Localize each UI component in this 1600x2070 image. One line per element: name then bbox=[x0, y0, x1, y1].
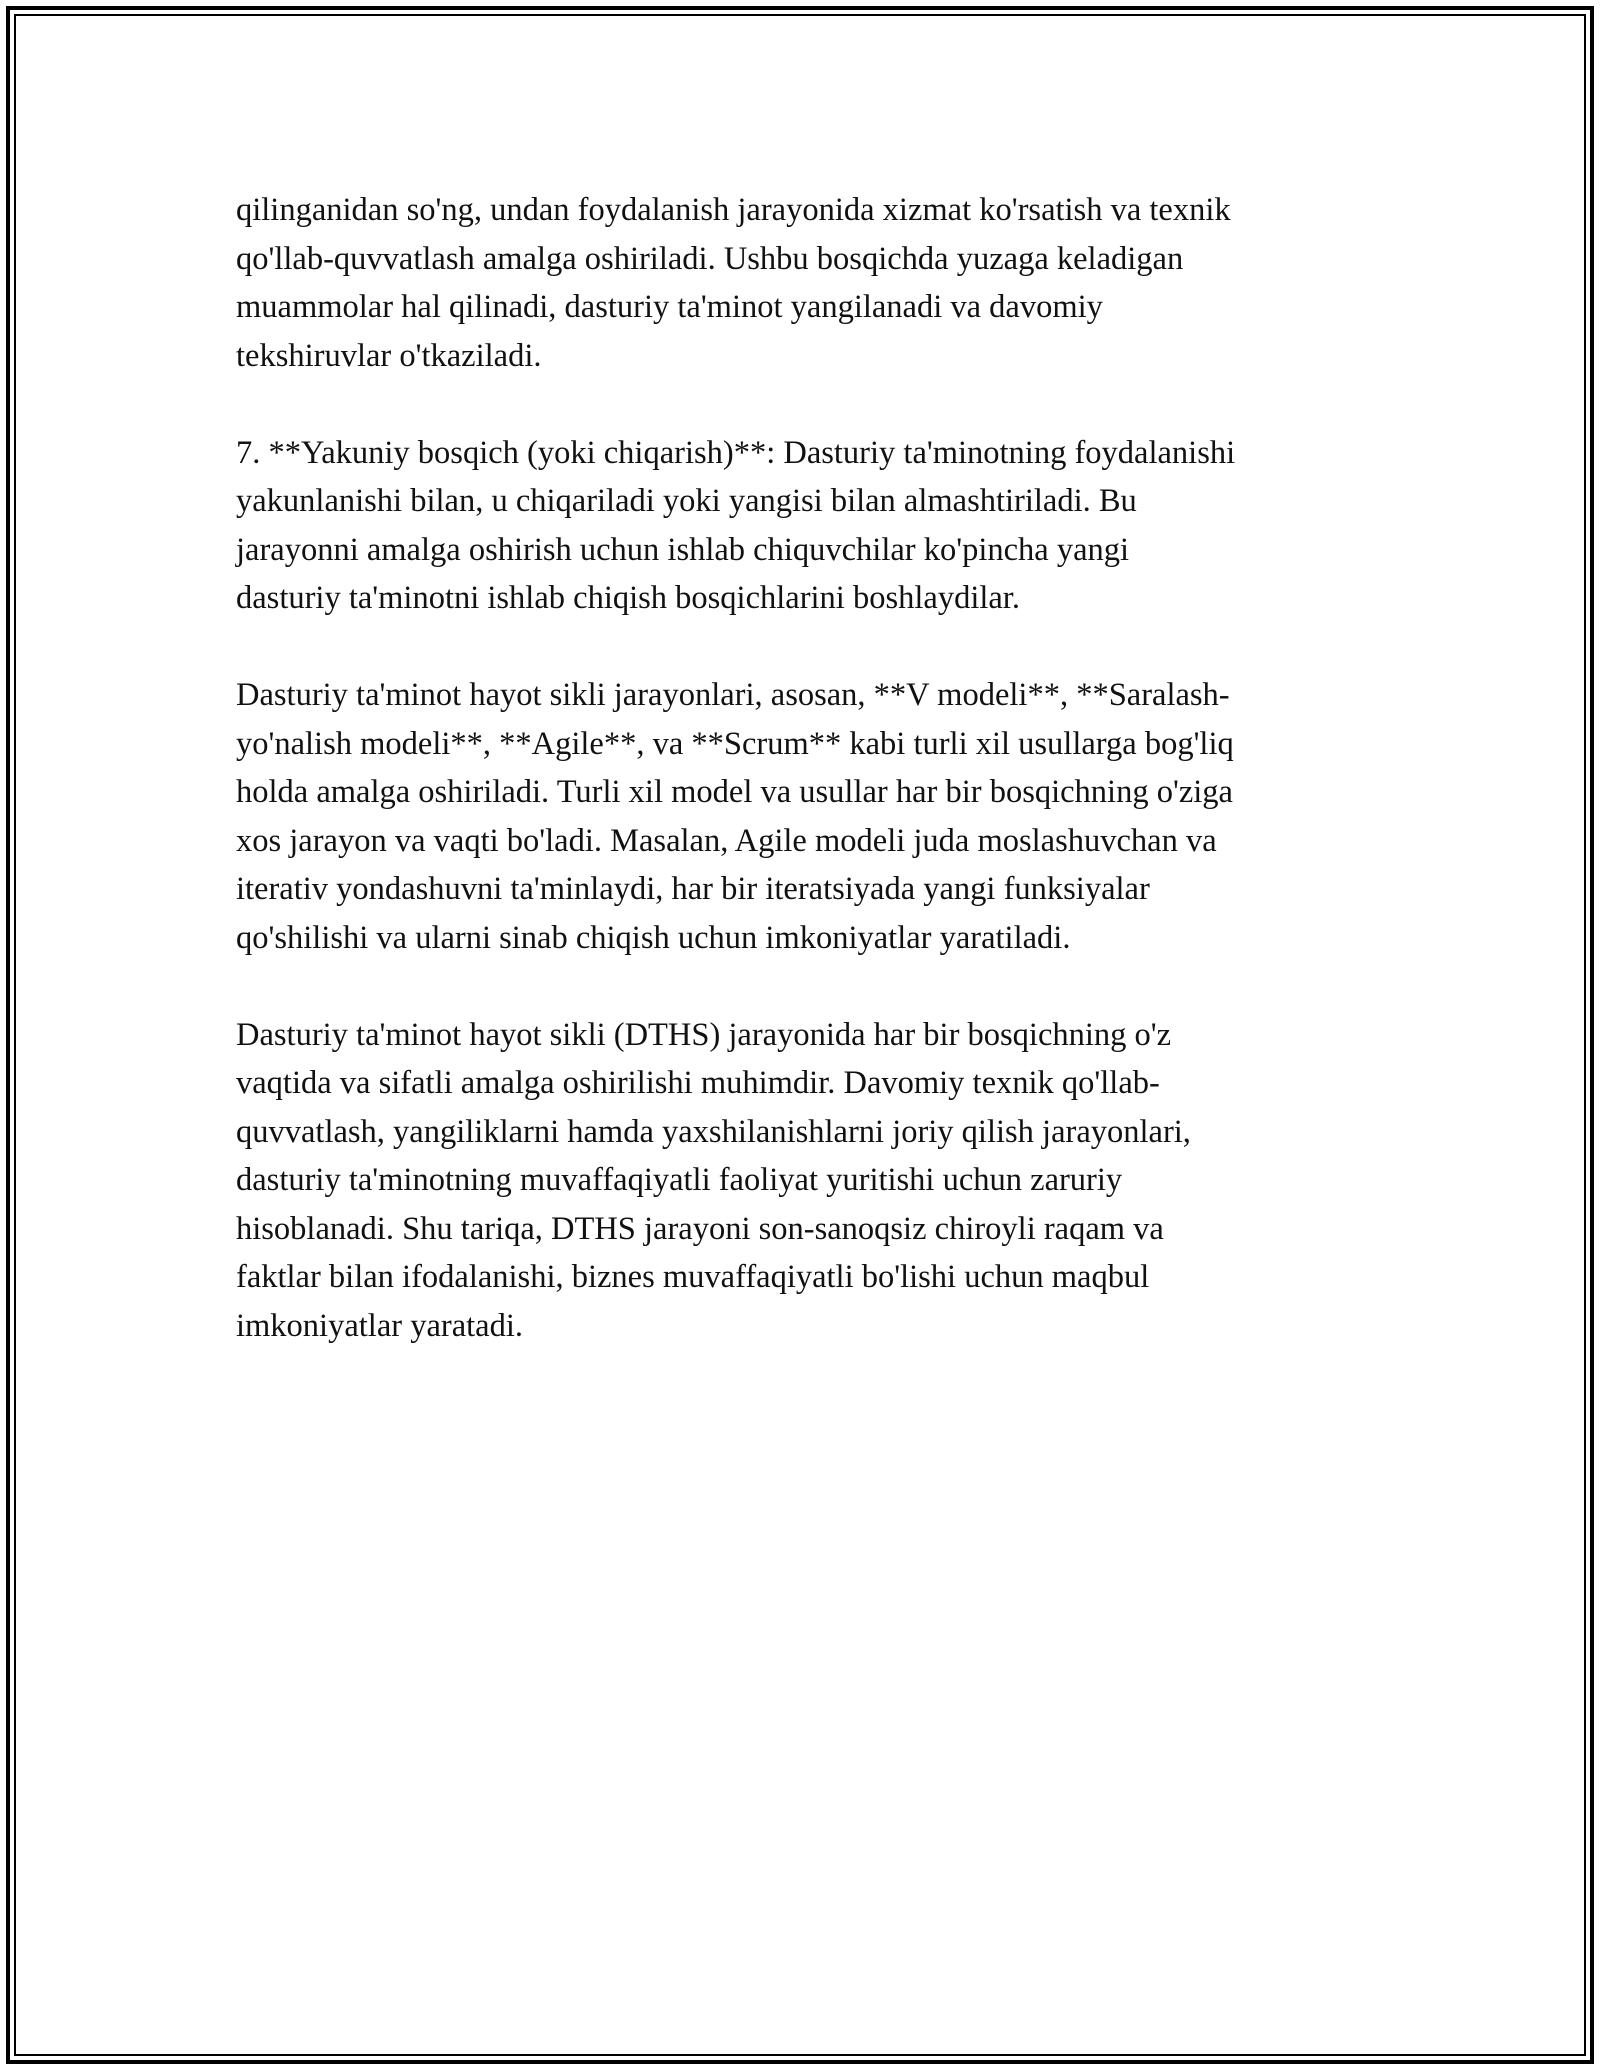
text-line: dasturiy ta'minotni ishlab chiqish bosqichlarini boshlaydilar. bbox=[236, 580, 1020, 616]
text-line: muammolar hal qilinadi, dasturiy ta'minot yangilanadi va davomiy bbox=[236, 289, 1103, 325]
text-line: qilinganidan so'ng, undan foydalanish jarayonida xizmat ko'rsatish va texnik bbox=[236, 192, 1231, 228]
text-line: hisoblanadi. Shu tariqa, DTHS jarayoni son-sanoqsiz chiroyli raqam va bbox=[236, 1210, 1164, 1247]
paragraph-conclusion bbox=[236, 1011, 1376, 1351]
text-line: jarayonni amalga oshirish uchun ishlab chiquvchilar ko'pincha yangi bbox=[236, 531, 1130, 568]
text-line: Dasturiy ta'minot hayot sikli jarayonlari, asosan, **V modeli**, **Saralash- bbox=[236, 677, 1230, 713]
text-line: 7. **Yakuniy bosqich (yoki chiqarish)**: Dasturiy ta'minotning foydalanishi bbox=[236, 434, 1236, 471]
text-line: dasturiy ta'minotning muvaffaqiyatli faoliyat yuritishi uchun zaruriy bbox=[236, 1162, 1123, 1198]
text-line: quvvatlash, yangiliklarni hamda yaxshilanishlarni joriy qilish jarayonlari, bbox=[236, 1113, 1191, 1150]
text-line: xos jarayon va vaqti bo'ladi. Masalan, Agile modeli juda moslashuvchan va bbox=[236, 822, 1217, 859]
text-line: yo'nalish modeli**, **Agile**, va **Scrum** kabi turli xil usullarga bog'liq bbox=[236, 725, 1234, 762]
paragraph-final-stage bbox=[236, 429, 1376, 623]
text-line: qo'shilishi va ularni sinab chiqish uchun imkoniyatlar yaratiladi. bbox=[236, 919, 1071, 956]
text-line: iterativ yondashuvni ta'minlaydi, har bir iteratsiyada yangi funksiyalar bbox=[236, 871, 1150, 907]
paragraph-maintenance bbox=[236, 186, 1376, 380]
text-line: faktlar bilan ifodalanishi, biznes muvaffaqiyatli bo'lishi uchun maqbul bbox=[236, 1259, 1150, 1295]
text-line: qo'llab-quvvatlash amalga oshiriladi. Ushbu bosqichda yuzaga keladigan bbox=[236, 240, 1184, 277]
document-body bbox=[236, 186, 1376, 1399]
text-line: vaqtida va sifatli amalga oshirilishi muhimdir. Davomiy texnik qo'llab- bbox=[236, 1065, 1160, 1101]
text-line: imkoniyatlar yaratadi. bbox=[236, 1307, 523, 1344]
text-line: Dasturiy ta'minot hayot sikli (DTHS) jarayonida har bir bosqichning o'z bbox=[236, 1016, 1172, 1053]
paragraph-models bbox=[236, 671, 1376, 962]
text-line: yakunlanishi bilan, u chiqariladi yoki yangisi bilan almashtiriladi. Bu bbox=[236, 483, 1137, 519]
text-line: tekshiruvlar o'tkaziladi. bbox=[236, 337, 542, 374]
text-line: holda amalga oshiriladi. Turli xil model va usullar har bir bosqichning o'ziga bbox=[236, 774, 1233, 810]
